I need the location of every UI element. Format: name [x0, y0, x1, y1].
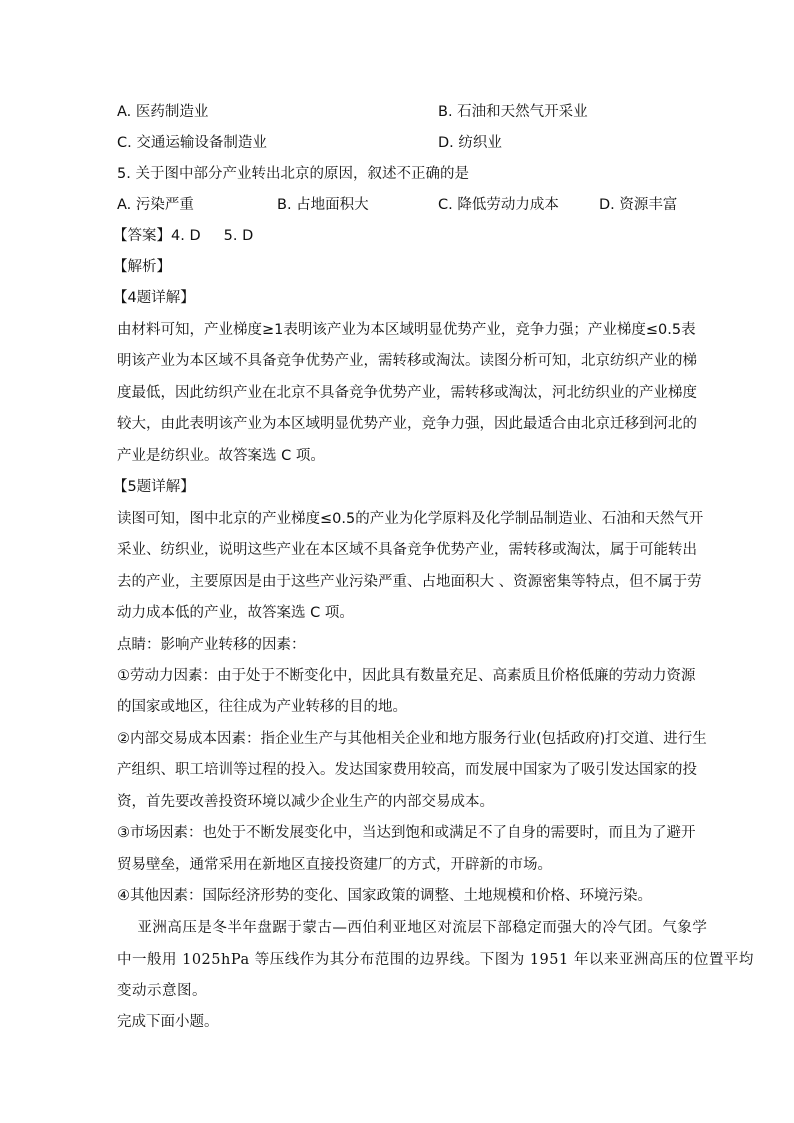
q5-option-a: A. 污染严重	[117, 197, 194, 213]
q5-detail-line: 采业、纺织业，说明这些产业在本区域不具备竞争优势产业，需转移或淘汰，属于可能转出	[117, 542, 697, 558]
q5-detail-line: 去的产业，主要原因是由于这些产业污染严重、占地面积大 、资源密集等特点，但不属于劳	[117, 574, 702, 590]
instruction-line: 完成下面小题。	[117, 1014, 219, 1030]
q4-detail-line: 较大，由此表明该产业为本区域明显优势产业，竞争力强，因此最适合由北京迁移到河北的	[117, 416, 697, 432]
q4-detail-line: 度最低，因此纺织产业在北京不具备竞争优势产业，需转移或淘汰，河北纺织业的产业梯度	[117, 385, 697, 401]
q4-detail-line: 由材料可知，产业梯度≥1表明该产业为本区域明显优势产业，竞争力强；产业梯度≤0.5表	[117, 322, 696, 338]
answer-line: 【答案】4. D 5. D	[113, 228, 254, 244]
q4-detail-line: 明该产业为本区域不具备竞争优势产业，需转移或淘汰。读图分析可知，北京纺织产业的梯	[117, 353, 697, 369]
tips-line: 贸易壁垒，通常采用在新地区直接投资建厂的方式，开辟新的市场。	[117, 857, 552, 873]
material-line: 亚洲高压是冬半年盘踞于蒙古—西伯利亚地区对流层下部稳定而强大的冷气团。气象学	[117, 920, 708, 936]
q4-option-b: B. 石油和天然气开采业	[438, 104, 588, 120]
tips-heading: 点睛：影响产业转移的因素：	[117, 637, 306, 653]
q5-option-b: B. 占地面积大	[277, 197, 369, 213]
q5-detail-heading: 【5题详解】	[113, 479, 195, 495]
tips-line: 资，首先要改善投资环境以减少企业生产的内部交易成本。	[117, 794, 494, 810]
tips-line: 的国家或地区，往往成为产业转移的目的地。	[117, 699, 407, 715]
tips-line: ②内部交易成本因素：指企业生产与其他相关企业和地方服务行业(包括政府)打交道、进行生	[117, 731, 707, 747]
tips-line: ③市场因素：也处于不断发展变化中，当达到饱和或满足不了自身的需要时，而且为了避开	[117, 825, 696, 841]
q4-option-c: C. 交通运输设备制造业	[117, 135, 267, 151]
q5-stem: 5. 关于图中部分产业转出北京的原因，叙述不正确的是	[117, 166, 469, 182]
material-line: 变动示意图。	[117, 983, 207, 999]
q4-detail-heading: 【4题详解】	[113, 290, 195, 306]
q5-option-d: D. 资源丰富	[599, 197, 678, 213]
q5-detail-line: 动力成本低的产业，故答案选 C 项。	[117, 605, 354, 621]
analysis-label: 【解析】	[113, 259, 171, 275]
tips-line: ①劳动力因素：由于处于不断变化中，因此具有数量充足、高素质且价格低廉的劳动力资源	[117, 668, 696, 684]
q5-detail-line: 读图可知，图中北京的产业梯度≤0.5的产业为化学原料及化学制品制造业、石油和天然气开	[117, 511, 704, 527]
tips-line: 产组织、职工培训等过程的投入。发达国家费用较高，而发展中国家为了吸引发达国家的投	[117, 762, 697, 778]
q5-option-c: C. 降低劳动力成本	[438, 197, 559, 213]
q4-detail-line: 产业是纺织业。故答案选 C 项。	[117, 448, 325, 464]
tips-line: ④其他因素：国际经济形势的变化、国家政策的调整、土地规模和价格、环境污染。	[117, 888, 652, 904]
q4-option-a: A. 医药制造业	[117, 104, 209, 120]
material-line: 中一般用 1025hPa 等压线作为其分布范围的边界线。下图为 1951 年以来亚洲高压的位置平均	[117, 952, 754, 968]
q4-option-d: D. 纺织业	[438, 135, 502, 151]
